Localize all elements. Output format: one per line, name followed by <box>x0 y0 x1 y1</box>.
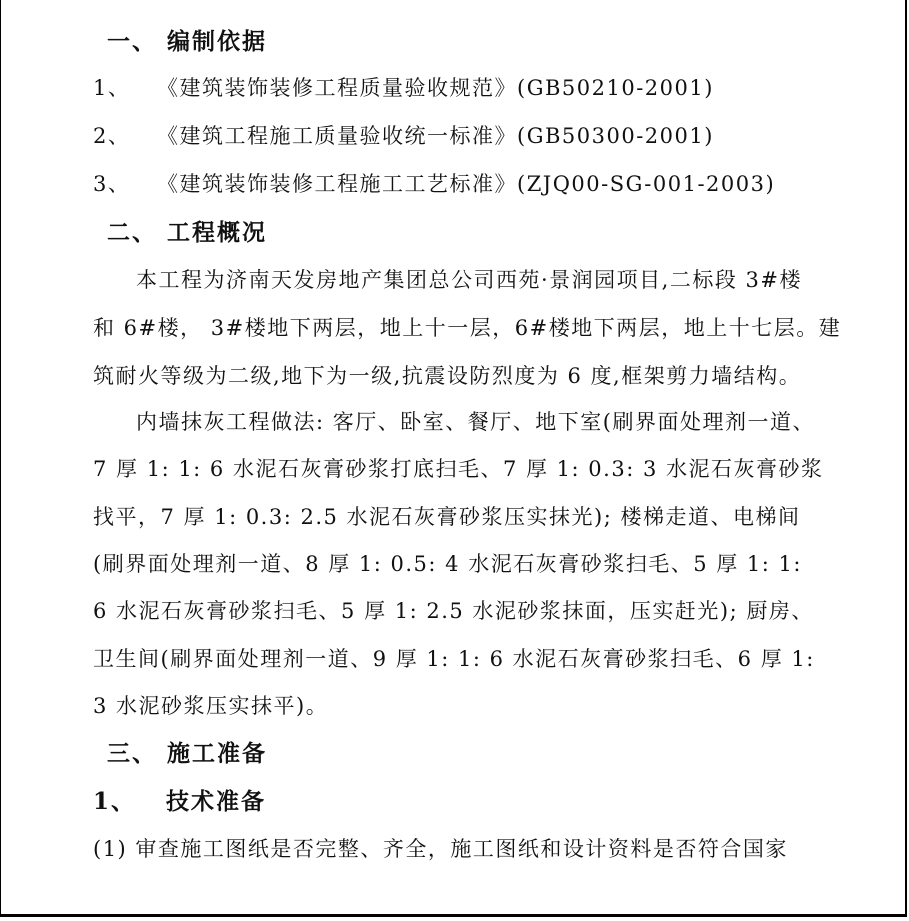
reference-text: 《建筑工程施工质量验收统一标准》(GB50300-2001) <box>157 124 714 148</box>
paragraph-line: 3 水泥砂浆压实抹平)。 <box>93 694 329 718</box>
section-heading-preparation: 三、 施工准备 <box>107 740 268 767</box>
reference-number: 1、 <box>93 76 131 100</box>
paragraph-line: 本工程为济南天发房地产集团总公司西苑·景润园项目,二标段 3#楼 <box>136 268 802 292</box>
paragraph-line: 7 厚 1: 1: 6 水泥石灰膏砂浆打底扫毛、7 厚 1: 0.3: 3 水泥石灰膏砂浆 <box>93 457 824 481</box>
paragraph-line: 6 水泥石灰膏砂浆扫毛、5 厚 1: 2.5 水泥砂浆抹面，压实赶光); 厨房、 <box>93 599 814 623</box>
subsection-heading: 1、 技术准备 <box>93 788 267 815</box>
paragraph-line: 和 6#楼， 3#楼地下两层，地上十一层，6#楼地下两层，地上十七层。建 <box>93 316 842 340</box>
section-heading-basis: 一、 编制依据 <box>107 28 268 55</box>
reference-number: 2、 <box>93 124 131 148</box>
paragraph-line: 卫生间(刷界面处理剂一道、9 厚 1: 1: 6 水泥石灰膏砂浆扫毛、6 厚 1: <box>93 647 815 671</box>
section-heading-overview: 二、 工程概况 <box>107 219 268 246</box>
paragraph-line: (1) 审查施工图纸是否完整、齐全，施工图纸和设计资料是否符合国家 <box>93 837 788 861</box>
paragraph-line: 筑耐火等级为二级,地下为一级,抗震设防烈度为 6 度,框架剪力墙结构。 <box>93 364 802 388</box>
paragraph-line: 内墙抹灰工程做法: 客厅、卧室、餐厅、地下室(刷界面处理剂一道、 <box>136 410 815 434</box>
reference-text: 《建筑装饰装修工程施工工艺标准》(ZJQ00-SG-001-2003) <box>157 172 776 196</box>
reference-text: 《建筑装饰装修工程质量验收规范》(GB50210-2001) <box>157 76 714 100</box>
paragraph-line: 找平，7 厚 1: 0.3: 2.5 水泥石灰膏砂浆压实抹光); 楼梯走道、电梯间 <box>93 505 801 529</box>
reference-number: 3、 <box>93 172 131 196</box>
paragraph-line: (刷界面处理剂一道、8 厚 1: 0.5: 4 水泥石灰膏砂浆扫毛、5 厚 1: 1: <box>93 552 802 576</box>
